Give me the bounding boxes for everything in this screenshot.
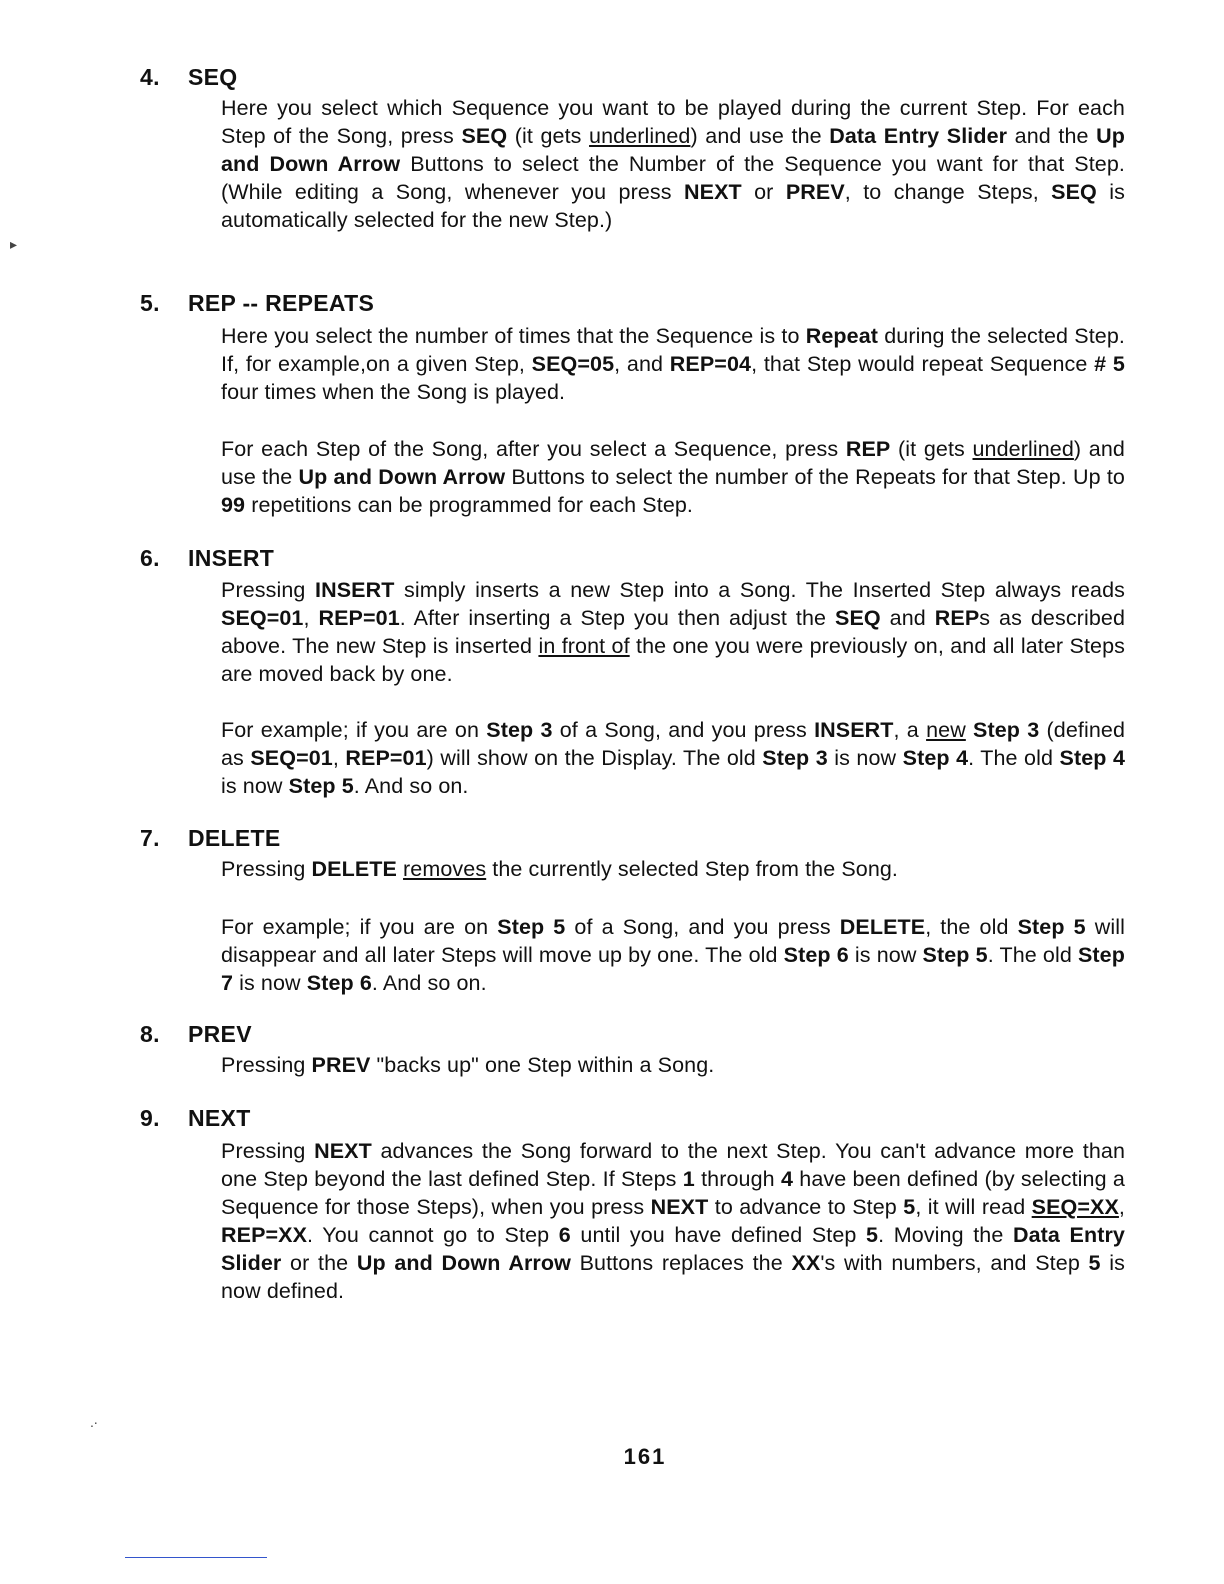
bold-term: Up and Down Arrow — [221, 124, 1125, 176]
bold-term: SEQ — [1051, 180, 1097, 204]
section-title: PREV — [188, 1021, 252, 1047]
bold-term: Step 4 — [902, 746, 969, 770]
bold-term: DELETE — [839, 915, 926, 939]
section-heading — [140, 290, 374, 317]
footer-rule — [125, 1557, 267, 1558]
bold-term: Data Entry Slider — [221, 1223, 1125, 1275]
section-heading — [140, 1105, 251, 1132]
bold-term: REP — [845, 437, 891, 461]
section-heading — [140, 825, 281, 852]
underlined-term: underlined — [589, 124, 691, 148]
bold-term: Data Entry Slider — [829, 124, 1008, 148]
section-number: 6. — [140, 545, 160, 571]
paragraph: For each Step of the Song, after you select a Sequence, press REP (it gets underlined) and use the Up and Down Arrow Buttons to select the number of the Repeats for that Step. Up to 99 repetitions can be programmed for each Step. — [221, 437, 1125, 517]
bold-term: 5 — [903, 1195, 916, 1219]
margin-mark: .∙ — [90, 1414, 98, 1430]
section-heading — [140, 545, 274, 572]
bold-term: SEQ — [835, 606, 881, 630]
paragraph: Here you select which Sequence you want to be played during the current Step. For each Step of the Song, press SEQ (it gets underlined) and use the Data Entry Slider and the Up and Down Arrow Buttons to select the Number of the Sequence you want for that Step. (While editing a Song, whenever you press NEXT or PREV, to change Steps, SEQ is automatically selected for the new Step.) — [221, 96, 1125, 232]
bold-term: # 5 — [1094, 352, 1125, 376]
bold-term: REP=XX — [221, 1223, 308, 1247]
bold-term: 6 — [558, 1223, 571, 1247]
bold-term: Step 6 — [306, 971, 372, 995]
bold-term: Step 5 — [922, 943, 988, 967]
bold-term: PREV — [311, 1053, 371, 1077]
section-title: DELETE — [188, 825, 281, 851]
bold-term: Step 5 — [497, 915, 566, 939]
bold-term: NEXT — [684, 180, 742, 204]
section-number: 4. — [140, 64, 160, 90]
section-heading — [140, 1021, 252, 1048]
section-number: 8. — [140, 1021, 160, 1047]
bold-term: Up and Down Arrow — [356, 1251, 571, 1275]
paragraph: Here you select the number of times that the Sequence is to Repeat during the selected Step. If, for example,on a given Step, SEQ=05, and REP=04, that Step would repeat Sequence # 5 four times when the Song is played. — [221, 324, 1125, 404]
bold-term: REP=04 — [669, 352, 752, 376]
section-title: SEQ — [188, 64, 238, 90]
bold-term: XX — [791, 1251, 821, 1275]
underlined-term: underlined — [972, 437, 1074, 461]
section-title: REP -- REPEATS — [188, 290, 375, 316]
bold-term: Repeat — [805, 324, 879, 348]
bold-term: 5 — [1088, 1251, 1101, 1275]
bold-term: Step 6 — [783, 943, 849, 967]
section-number: 5. — [140, 290, 160, 316]
margin-mark: ▸ — [10, 236, 18, 252]
bold-term: INSERT — [315, 578, 395, 602]
section-title: INSERT — [188, 545, 275, 571]
underlined-term: in front of — [538, 634, 630, 658]
bold-term: NEXT — [314, 1139, 372, 1163]
bold-term: SEQ=01 — [221, 606, 304, 630]
paragraph: Pressing DELETE removes the currently selected Step from the Song. — [221, 857, 899, 881]
bold-term: Step 3 — [762, 746, 828, 770]
bold-term: INSERT — [814, 718, 894, 742]
page-number: 161 — [623, 1444, 667, 1469]
bold-term: NEXT — [650, 1195, 709, 1219]
bold-term: Step 3 — [973, 718, 1040, 742]
bold-term: 4 — [780, 1167, 794, 1191]
bold-term: REP=01 — [318, 606, 400, 630]
bold-term: Step 3 — [486, 718, 553, 742]
bold-term: SEQ=01 — [250, 746, 333, 770]
bold-term: SEQ — [461, 124, 508, 148]
underlined-term: new — [926, 718, 966, 742]
paragraph: Pressing PREV "backs up" one Step within a Song. — [221, 1053, 715, 1077]
bold-term: 99 — [221, 493, 246, 517]
bold-term: REP=01 — [345, 746, 427, 770]
section-heading — [140, 64, 237, 91]
section-number: 9. — [140, 1105, 160, 1131]
paragraph: For example; if you are on Step 3 of a Song, and you press INSERT, a new Step 3 (defined as SEQ=01, REP=01) will show on the Display. The old Step 3 is now Step 4. The old Step 4 is now Step 5. And so on. — [221, 718, 1126, 798]
bold-term: REP — [934, 606, 980, 630]
bold-term: Up and Down Arrow — [298, 465, 506, 489]
bold-term: Step 4 — [1059, 746, 1125, 770]
bold-underlined-term: SEQ=XX — [1031, 1195, 1119, 1219]
underlined-term: removes — [403, 857, 487, 881]
bold-term: PREV — [785, 180, 845, 204]
paragraph: Pressing NEXT advances the Song forward to the next Step. You can't advance more than one Step beyond the last defined Step. If Steps 1 through 4 have been defined (by selecting a Sequence for those Steps), when you press NEXT to advance to Step 5, it will read SEQ=XX, REP=XX. You cannot go to Step 6 until you have defined Step 5. Moving the Data Entry Slider or the Up and Down Arrow Buttons replaces the XX's with numbers, and Step 5 is now defined. — [221, 1139, 1125, 1303]
bold-term: Step 5 — [1017, 915, 1086, 939]
bold-term: DELETE — [311, 857, 397, 881]
section-number: 7. — [140, 825, 160, 851]
paragraph: For example; if you are on Step 5 of a Song, and you press DELETE, the old Step 5 will disappear and all later Steps will move up by one. The old Step 6 is now Step 5. The old Step 7 is now Step 6. And so on. — [221, 915, 1125, 995]
bold-term: 5 — [866, 1223, 879, 1247]
bold-term: Step 5 — [288, 774, 354, 798]
section-title: NEXT — [188, 1105, 251, 1131]
bold-term: 1 — [682, 1167, 695, 1191]
bold-term: SEQ=05 — [531, 352, 615, 376]
paragraph: Pressing INSERT simply inserts a new Step into a Song. The Inserted Step always reads SEQ=01, REP=01. After inserting a Step you then adjust the SEQ and REPs as described above. The new Step is inserted in front of the one you were previously on, and all later Steps are moved back by one. — [221, 578, 1125, 686]
bold-term: Step 7 — [221, 943, 1125, 995]
